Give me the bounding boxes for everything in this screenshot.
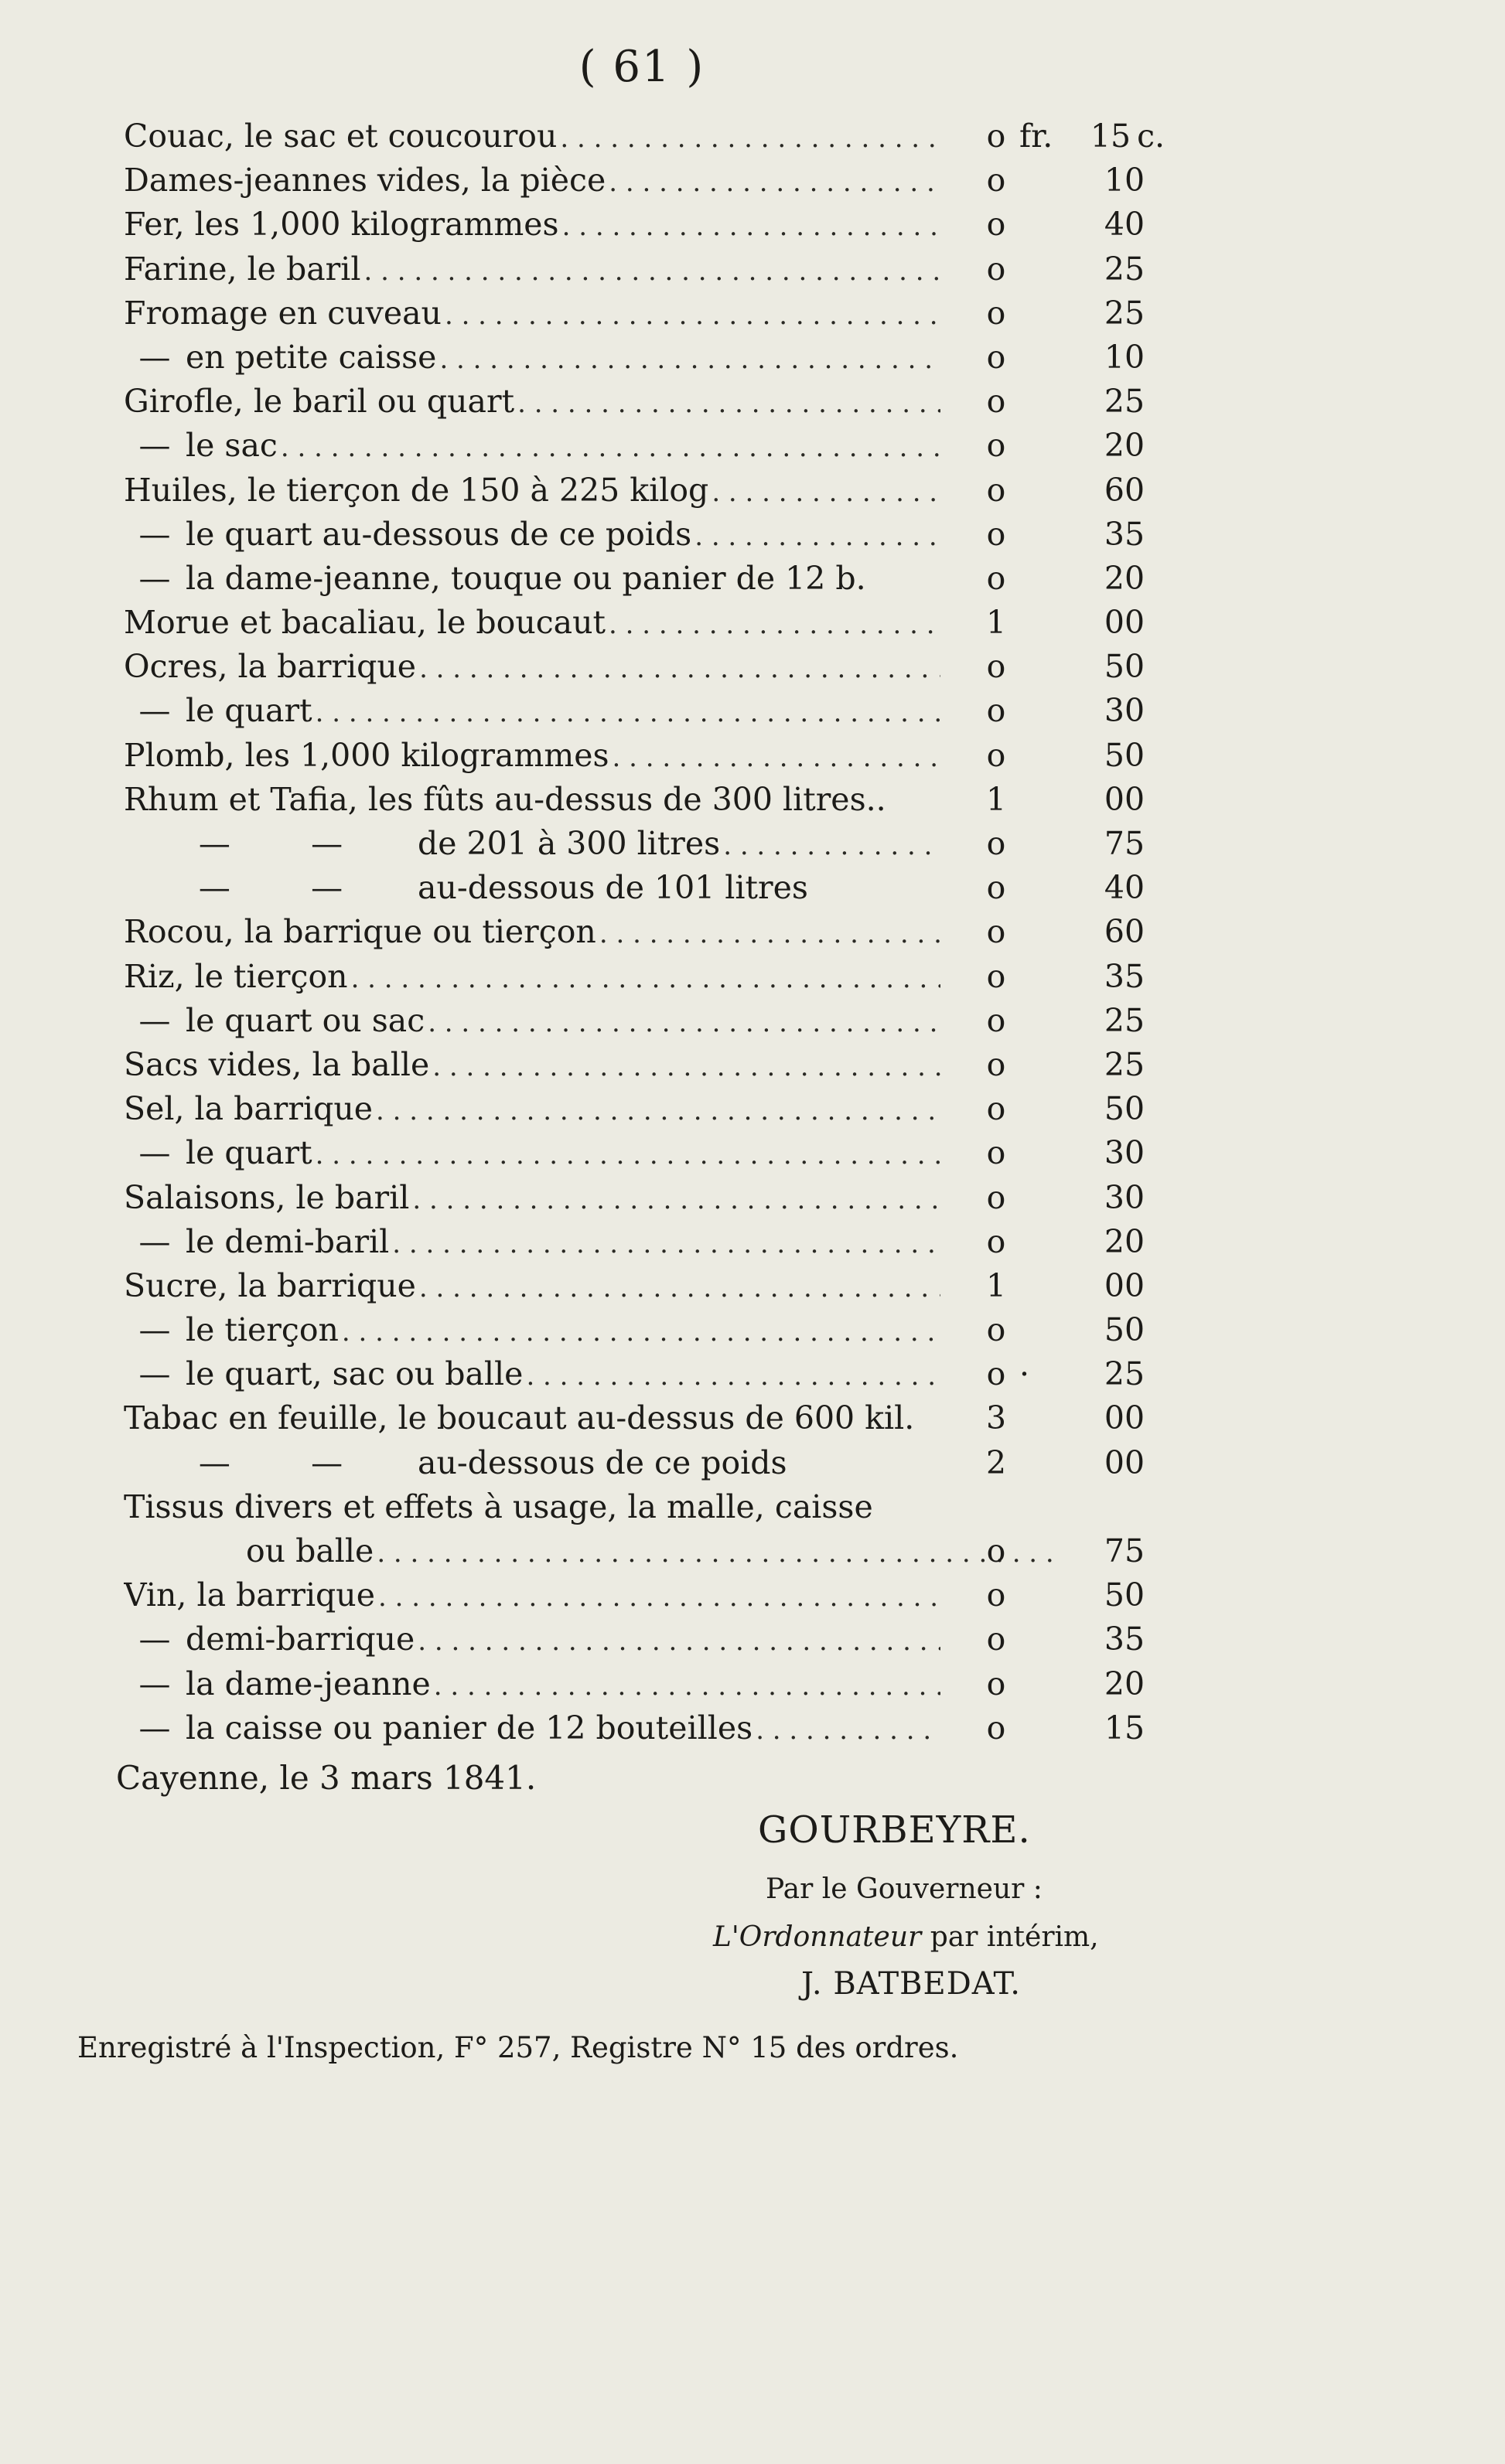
ditto-dash: —: [138, 692, 171, 730]
amount-centimes: [1081, 1087, 1174, 1131]
amount-francs: o: [986, 250, 1006, 288]
ditto-dash: —: [138, 559, 171, 597]
dot-leader: [694, 513, 940, 559]
tariff-row: [124, 1396, 1176, 1440]
dot-leader: [419, 1264, 940, 1310]
dot-leader: [609, 601, 940, 647]
item-label: de 201 à 300 litres: [418, 825, 721, 862]
tariff-description: [124, 910, 940, 956]
amount-francs: o: [986, 1001, 1006, 1039]
amount-centimes: [1081, 1352, 1174, 1396]
dot-leader: [434, 1662, 940, 1709]
amount-centimes: [1081, 1131, 1174, 1175]
ditto-dash: —: [138, 1222, 171, 1260]
tariff-row: [124, 469, 1176, 513]
tariff-description: [124, 1176, 940, 1222]
amount-centimes: [1081, 1617, 1174, 1661]
amount-francs: o: [986, 383, 1006, 421]
dot-leader: [526, 1352, 940, 1399]
ditto-dash: —: [138, 1665, 171, 1702]
amount-francs: 1: [985, 1266, 1007, 1304]
centimes-value: 50: [1104, 736, 1145, 774]
tariff-row: [124, 778, 1176, 822]
centimes-value: 35: [1104, 1621, 1145, 1658]
tariff-description: [124, 601, 940, 647]
amount-francs: o: [986, 957, 1006, 995]
amount-francs: o: [986, 1532, 1006, 1569]
item-label: Rhum et Tafia, les fûts au-dessus de 300 litres..: [124, 780, 886, 818]
amount-centimes: [1081, 1662, 1174, 1706]
tariff-description: [124, 999, 940, 1045]
item-label: Salaisons, le baril: [124, 1178, 410, 1216]
tariff-description: [124, 822, 940, 868]
tariff-row: [124, 822, 1176, 866]
tariff-row: [124, 955, 1176, 999]
place-date: Cayenne, le 3 mars 1841.: [116, 1759, 537, 1797]
tariff-description: [124, 1441, 940, 1485]
ditto-dash: —: [138, 515, 171, 553]
dot-leader: [439, 336, 940, 382]
amount-francs: o: [986, 1134, 1006, 1172]
tariff-description: [124, 1131, 940, 1177]
amount-francs: 1: [985, 604, 1007, 642]
governor-name: GOURBEYRE.: [758, 1808, 1031, 1852]
centimes-value: 40: [1104, 206, 1145, 244]
tariff-row: [124, 734, 1176, 778]
tariff-row: [124, 513, 1176, 557]
amount-francs: o: [986, 913, 1006, 951]
amount-francs: o: [986, 515, 1006, 553]
amount-francs: o: [986, 648, 1006, 686]
tariff-row: [124, 999, 1176, 1043]
centimes-value: 20: [1104, 1222, 1145, 1260]
tariff-description: [124, 158, 940, 205]
amount-centimes: [1081, 866, 1174, 910]
dot-leader: [560, 114, 940, 161]
amount-centimes: [1081, 1043, 1174, 1087]
amount-centimes: [1081, 557, 1174, 601]
amount-centimes: [1081, 1706, 1174, 1750]
tariff-row: [124, 380, 1176, 424]
amount-francs: o: [986, 338, 1006, 376]
tariff-row: [124, 114, 1176, 158]
amount-centimes: [1081, 513, 1174, 557]
centimes-value: 50: [1104, 1090, 1145, 1128]
amount-centimes: [1081, 910, 1174, 954]
dot-leader: [599, 910, 940, 956]
centimes-value: 15: [1090, 118, 1131, 155]
centimes-unit: c.: [1137, 118, 1165, 155]
tariff-row: [124, 203, 1176, 247]
amount-centimes: [1081, 114, 1174, 158]
tariff-row: [124, 1087, 1176, 1131]
amount-centimes: [1081, 734, 1174, 778]
tariff-description: [124, 336, 940, 382]
tariff-description: [124, 114, 940, 161]
tariff-row: [124, 689, 1176, 733]
amount-unit: ·: [1019, 1355, 1030, 1393]
centimes-value: 25: [1104, 1355, 1145, 1393]
item-label: Sel, la barrique: [124, 1090, 374, 1128]
dot-leader: [363, 247, 940, 294]
centimes-value: 00: [1104, 1266, 1145, 1304]
tariff-description: [124, 1529, 1063, 1576]
par-le-gouverneur: Par le Gouverneur :: [766, 1873, 1043, 1905]
item-label: le quart au-dessous de ce poids: [186, 515, 692, 553]
tariff-row: [124, 424, 1176, 468]
tariff-description: [124, 1220, 940, 1266]
ditto-dash: —: [138, 1311, 171, 1349]
item-label: Girofle, le baril ou quart: [124, 383, 515, 421]
item-label: le quart ou sac: [186, 1001, 425, 1039]
dot-leader: [316, 1131, 940, 1177]
amount-francs: o: [986, 825, 1006, 862]
centimes-value: 20: [1104, 427, 1145, 465]
item-label: Ocres, la barrique: [124, 648, 417, 686]
ditto-dash: — —: [198, 1443, 343, 1481]
amount-centimes: [1081, 689, 1174, 733]
centimes-value: 35: [1104, 957, 1145, 995]
dot-leader: [378, 1573, 940, 1620]
tariff-row: [124, 910, 1176, 954]
dot-leader: [428, 999, 940, 1045]
tariff-description: [124, 1043, 940, 1089]
tariff-row: [124, 1441, 1176, 1485]
centimes-value: 50: [1104, 648, 1145, 686]
centimes-value: 10: [1104, 338, 1145, 376]
amount-francs: o: [986, 869, 1006, 907]
amount-francs: 2: [985, 1443, 1007, 1481]
amount-centimes: [1081, 380, 1174, 424]
item-label: Fromage en cuveau: [124, 294, 442, 332]
item-label: Dames-jeannes vides, la pièce: [124, 162, 606, 199]
ditto-dash: —: [138, 1134, 171, 1172]
tariff-description: [124, 778, 940, 822]
tariff-row: [124, 1706, 1176, 1750]
tariff-list: [124, 114, 1176, 1750]
tariff-row: [124, 1308, 1176, 1352]
centimes-value: 25: [1104, 250, 1145, 288]
amount-francs: o: [986, 736, 1006, 774]
ordonnateur-suffix: par intérim,: [921, 1921, 1099, 1953]
dot-leader: [445, 291, 940, 338]
amount-francs: o: [986, 1709, 1006, 1747]
item-label: Couac, le sac et coucourou: [124, 118, 558, 155]
centimes-value: 00: [1104, 1443, 1145, 1481]
tariff-row: [124, 1264, 1176, 1308]
tariff-row: [124, 1043, 1176, 1087]
ditto-dash: —: [138, 1621, 171, 1658]
centimes-value: 40: [1104, 869, 1145, 907]
tariff-row: [124, 1352, 1176, 1396]
dot-leader: [419, 645, 940, 691]
item-label: Fer, les 1,000 kilogrammes: [124, 206, 559, 244]
amount-unit: fr.: [1019, 118, 1053, 155]
centimes-value: 20: [1104, 559, 1145, 597]
item-label: Huiles, le tierçon de 150 à 225 kilog: [124, 471, 709, 509]
centimes-value: 75: [1104, 825, 1145, 862]
dot-leader: [562, 203, 940, 249]
centimes-value: 00: [1104, 780, 1145, 818]
item-label: le quart: [186, 692, 312, 730]
centimes-value: 50: [1104, 1576, 1145, 1614]
amount-centimes: [1081, 778, 1174, 822]
amount-centimes: [1081, 247, 1174, 291]
tariff-description: [124, 203, 940, 249]
amount-francs: o: [986, 1090, 1006, 1128]
item-label: Farine, le baril: [124, 250, 361, 288]
item-label: Sacs vides, la balle: [124, 1045, 430, 1083]
amount-francs: o: [986, 427, 1006, 465]
tariff-description: [124, 424, 940, 470]
item-label: Plomb, les 1,000 kilogrammes: [124, 736, 609, 774]
centimes-value: 25: [1104, 294, 1145, 332]
centimes-value: 30: [1104, 1178, 1145, 1216]
tariff-description: [124, 291, 940, 338]
tariff-row: [124, 158, 1176, 203]
centimes-value: 30: [1104, 692, 1145, 730]
tariff-description: [124, 1662, 940, 1709]
item-label: le demi-baril: [186, 1222, 390, 1260]
ordonnateur-line: [713, 1921, 1099, 1953]
amount-centimes: [1081, 203, 1174, 247]
amount-francs: o: [986, 1576, 1006, 1614]
dot-leader: [376, 1087, 940, 1133]
dot-leader: [412, 1176, 940, 1222]
ditto-dash: —: [138, 427, 171, 465]
item-label: la dame-jeanne: [186, 1665, 431, 1702]
item-label: en petite caisse: [186, 338, 437, 376]
item-label: Riz, le tierçon: [124, 957, 348, 995]
tariff-description: [124, 689, 940, 735]
amount-centimes: [1081, 291, 1174, 336]
amount-centimes: [1081, 424, 1174, 468]
tariff-description: [124, 645, 940, 691]
item-label: Vin, la barrique: [124, 1576, 375, 1614]
tariff-description: [124, 955, 940, 1001]
centimes-value: 25: [1104, 383, 1145, 421]
item-label: le tierçon: [186, 1311, 339, 1349]
item-label: le sac: [186, 427, 278, 465]
amount-centimes: [1081, 999, 1174, 1043]
tariff-description: [124, 1396, 940, 1440]
amount-francs: o: [986, 1355, 1006, 1393]
tariff-row: [124, 1131, 1176, 1175]
amount-centimes: [1081, 1485, 1174, 1529]
amount-centimes: [1081, 158, 1174, 203]
ditto-dash: —: [138, 1001, 171, 1039]
amount-centimes: [1081, 1264, 1174, 1308]
tariff-description: [124, 380, 940, 426]
tariff-description: [124, 1706, 940, 1753]
dot-leader: [432, 1043, 940, 1089]
tariff-description: [124, 469, 940, 515]
item-label: le quart, sac ou balle: [186, 1355, 524, 1393]
amount-centimes: [1081, 1529, 1174, 1573]
centimes-value: 75: [1104, 1532, 1145, 1569]
amount-francs: 1: [985, 780, 1007, 818]
amount-centimes: [1081, 336, 1174, 380]
tariff-row: [124, 645, 1176, 689]
item-label: Morue et bacaliau, le boucaut: [124, 604, 606, 642]
amount-centimes: [1081, 1573, 1174, 1617]
tariff-row: [124, 247, 1176, 291]
dot-leader: [392, 1220, 940, 1266]
amount-centimes: [1081, 1220, 1174, 1264]
tariff-description: [124, 247, 940, 294]
tariff-row: [124, 1485, 1176, 1529]
item-label: Tissus divers et effets à usage, la malle, caisse: [124, 1488, 873, 1525]
amount-francs: o: [986, 294, 1006, 332]
amount-francs: o: [986, 118, 1006, 155]
tariff-description: [124, 557, 940, 601]
item-label: demi-barrique: [186, 1621, 415, 1658]
dot-leader: [613, 734, 940, 780]
dot-leader: [756, 1706, 940, 1753]
ditto-dash: — —: [198, 869, 343, 907]
tariff-description: [124, 513, 940, 559]
centimes-value: 15: [1104, 1709, 1145, 1747]
amount-francs: o: [986, 206, 1006, 244]
tariff-row: [124, 1573, 1176, 1617]
centimes-value: 10: [1104, 162, 1145, 199]
amount-centimes: [1081, 1308, 1174, 1352]
amount-centimes: [1081, 822, 1174, 866]
amount-francs: o: [986, 559, 1006, 597]
item-label: ou balle: [246, 1532, 374, 1569]
tariff-row: [124, 1662, 1176, 1706]
amount-centimes: [1081, 955, 1174, 999]
tariff-row: [124, 1617, 1176, 1661]
centimes-value: 20: [1104, 1665, 1145, 1702]
tariff-description: [124, 1573, 940, 1620]
tariff-description: [124, 1087, 940, 1133]
tariff-description: [124, 866, 940, 910]
tariff-row: [124, 601, 1176, 645]
item-label: le quart: [186, 1134, 312, 1172]
amount-francs: o: [986, 1665, 1006, 1702]
tariff-row: [124, 1529, 1176, 1573]
amount-centimes: [1081, 1176, 1174, 1220]
dot-leader: [377, 1529, 1063, 1576]
tariff-row: [124, 557, 1176, 601]
signatory-name: J. BATBEDAT.: [801, 1966, 1022, 2002]
item-label: la dame-jeanne, touque ou panier de 12 b.: [186, 559, 866, 597]
tariff-row: [124, 1176, 1176, 1220]
tariff-description: [124, 1352, 940, 1399]
amount-francs: o: [986, 162, 1006, 199]
amount-centimes: [1081, 469, 1174, 513]
registration-note: Enregistré à l'Inspection, F° 257, Registre N° 15 des ordres.: [77, 2031, 959, 2064]
item-label: Sucre, la barrique: [124, 1266, 416, 1304]
centimes-value: 35: [1104, 515, 1145, 553]
centimes-value: 50: [1104, 1311, 1145, 1349]
centimes-value: 25: [1104, 1045, 1145, 1083]
tariff-row: [124, 866, 1176, 910]
amount-centimes: [1081, 645, 1174, 689]
tariff-row: [124, 336, 1176, 380]
centimes-value: 60: [1104, 913, 1145, 951]
dot-leader: [712, 469, 940, 515]
page-number: ( 61 ): [578, 42, 705, 92]
dot-leader: [281, 424, 940, 470]
amount-centimes: [1081, 1441, 1174, 1485]
item-label: la caisse ou panier de 12 bouteilles: [186, 1709, 753, 1747]
tariff-row: [124, 1220, 1176, 1264]
item-label: au-dessous de 101 litres: [418, 869, 808, 907]
amount-francs: o: [986, 1311, 1006, 1349]
ditto-dash: — —: [198, 825, 343, 862]
tariff-description: [124, 1308, 940, 1355]
tariff-description: [124, 1485, 940, 1529]
item-label: Rocou, la barrique ou tierçon: [124, 913, 596, 951]
item-label: au-dessous de ce poids: [418, 1443, 787, 1481]
centimes-value: 25: [1104, 1001, 1145, 1039]
centimes-value: 00: [1104, 604, 1145, 642]
dot-leader: [517, 380, 940, 426]
amount-francs: o: [986, 1178, 1006, 1216]
dot-leader: [723, 822, 940, 868]
ditto-dash: —: [138, 338, 171, 376]
amount-centimes: [1081, 1396, 1174, 1440]
amount-centimes: [1081, 601, 1174, 645]
amount-francs: 3: [985, 1399, 1007, 1437]
dot-leader: [418, 1617, 940, 1664]
amount-francs: o: [986, 692, 1006, 730]
tariff-description: [124, 734, 940, 780]
dot-leader: [342, 1308, 940, 1355]
centimes-value: 00: [1104, 1399, 1145, 1437]
tariff-row: [124, 291, 1176, 336]
dot-leader: [316, 689, 940, 735]
amount-francs: o: [986, 1045, 1006, 1083]
centimes-value: 30: [1104, 1134, 1145, 1172]
tariff-description: [124, 1617, 940, 1664]
amount-francs: o: [986, 1222, 1006, 1260]
dot-leader: [609, 158, 940, 205]
item-label: Tabac en feuille, le boucaut au-dessus de 600 kil.: [124, 1399, 915, 1437]
tariff-description: [124, 1264, 940, 1310]
ditto-dash: —: [138, 1355, 171, 1393]
ditto-dash: —: [138, 1709, 171, 1747]
ordonnateur-title: L'Ordonnateur: [713, 1921, 922, 1953]
dot-leader: [351, 955, 940, 1001]
amount-francs: o: [986, 1621, 1006, 1658]
amount-francs: o: [986, 471, 1006, 509]
centimes-value: 60: [1104, 471, 1145, 509]
